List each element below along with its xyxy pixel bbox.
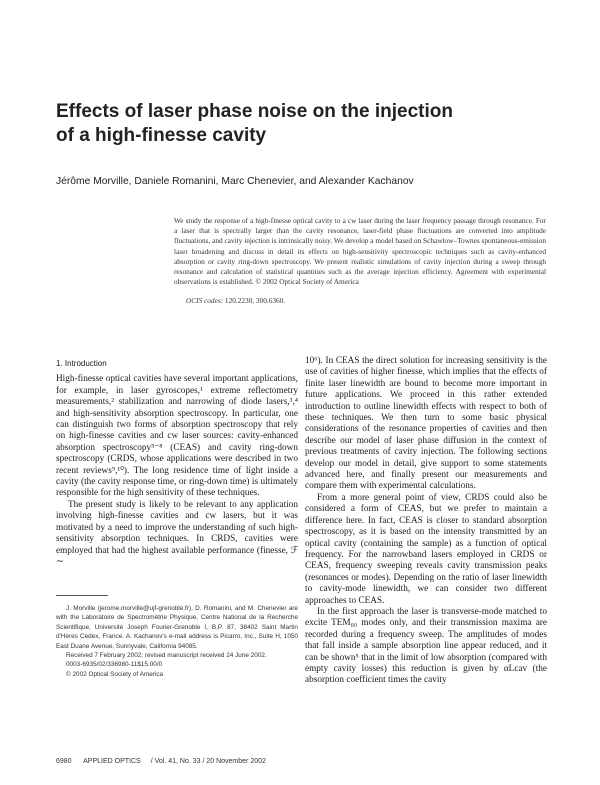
ocis-label: OCIS codes:	[186, 296, 224, 305]
paragraph: In the first approach the laser is transverse-mode matched to excite TEM₀₀ modes only, and their transmission maxima are recorded during a frequency sweep. The amplitudes of modes that fall inside a sample absorption line appear reduced, and it can be shown⁵ that in the limit of low absorption (compared with empty cavity losses) this reduction is given by αLcav (the absorption coefficient times the cavity	[305, 606, 547, 686]
title-line: Effects of laser phase noise on the injection	[56, 101, 453, 122]
footnote-copyright: © 2002 Optical Society of America	[66, 670, 164, 678]
right-column	[305, 356, 547, 687]
journal-name: APPLIED OPTICS	[83, 758, 141, 765]
paper-title	[56, 100, 536, 148]
footnote-code: 0003-6935/02/336980-11$15.00/0	[66, 661, 163, 669]
left-column	[56, 358, 298, 568]
footnote-received: Received 7 February 2002; revised manuscript received 24 June 2002.	[66, 652, 267, 660]
paragraph: From a more general point of view, CRDS could also be considered a form of CEAS, but we prefer to maintain a difference here. In fact, CEAS is closer to standard absorption spectroscopy, as it is based on the intensity transmitted by an optical cavity (containing the sample) as a function of optical frequency. For the narrowband lasers employed in CRDS or CEAS, frequency sweeping reveals cavity transmission peaks (resonances or modes). Depending on the ratio of laser linewidth to cavity-mode linewidth, we can consider two different approaches to CEAS.	[305, 492, 547, 606]
paragraph: High-finesse optical cavities have several important applications, for example, in laser gyroscopes,¹ extreme reflectometry measurements,² stabilization and narrowing of diode lasers,³,⁴ and high-sensitivity absorption spectroscopy. In particular, one can distinguish two forms of absorption spectroscopy that rely on high-finesse cavities and cw laser sources: cavity-enhanced absorption spectroscopy⁵⁻⁸ (CEAS) and cavity ring-down spectroscopy (CRDS, whose applications were described in two recent reviews⁹,¹⁰). The long residence time of light inside a cavity (the cavity response time, or ring-down time) is ultimately responsible for the high sensitivity of these techniques.	[56, 374, 298, 499]
author-list: Jérôme Morville, Daniele Romanini, Marc Chenevier, and Alexander Kachanov	[56, 176, 414, 187]
footnote-divider	[56, 595, 108, 596]
title-line: of a high-finesse cavity	[56, 125, 267, 146]
ocis-values: 120.2230, 300.6360.	[224, 296, 286, 305]
paragraph: 10⁶). In CEAS the direct solution for increasing sensitivity is the use of cavities of higher finesse, which implies that the effects of finite laser linewidth are bound to become more important in future applications. We proceed in this rather extended introduction to outline linewidth effects with respect to both of these techniques. We then turn to some basic physical considerations of the resonance properties of cavities and then describe our model of laser phase diffusion in the context of previous treatments of cavity injection. The following sections develop our model in detail, give support to some statements advanced here, and finally present our measurements and compare them with experimental calculations.	[305, 356, 547, 492]
abstract: We study the response of a high-finesse optical cavity to a cw laser during the laser frequency passage through resonance. For a laser that is spectrally larger than the cavity resonance, laser-field phase fluctuations are converted into amplitude fluctuations, and cavity injection is intrinsically noisy. We develop a model based on Schawlow–Townes spontaneous-emission laser broadening and discuss in detail its effects on high-sensitivity spectroscopic techniques such as cavity-enhanced absorption or cavity ring-down spectroscopy. We present realistic simulations of cavity injection during a sweep through resonance and calculation of statistical quantities such as the average injection efficiency. Agreement with experimental observations is established. © 2002 Optical Society of America	[174, 216, 546, 287]
footnote-affiliation: J. Morville (jerome.morville@ujf-grenoble.fr), D. Romanini, and M. Chenevier are with the Laboratoire de Spectrométrie Physique, Centre National de la Recherche Scientifique, Université Joseph Fourier-Grenoble I, B.P. 87, 38402 Saint Martin d'Hères Cedex, France. A. Kachanov's e-mail address is Picarro, Inc., Suite H, 1050 East Duane Avenue, Sunnyvale, California 94085.	[56, 605, 298, 650]
section-heading: 1. Introduction	[56, 359, 107, 368]
ocis-codes	[186, 296, 285, 305]
page-number: 6980	[56, 758, 72, 765]
footnotes	[56, 604, 298, 679]
volume-info: / Vol. 41, No. 33 / 20 November 2002	[150, 758, 266, 765]
page-footer	[56, 758, 276, 765]
paragraph: The present study is likely to be relevant to any application involving high-finesse cavities and cw lasers, but it was motivated by a need to improve the understanding of such high-sensitivity absorption techniques. In CRDS, cavities were employed that had the highest available performance (finesse, ℱ ∼	[56, 499, 298, 567]
